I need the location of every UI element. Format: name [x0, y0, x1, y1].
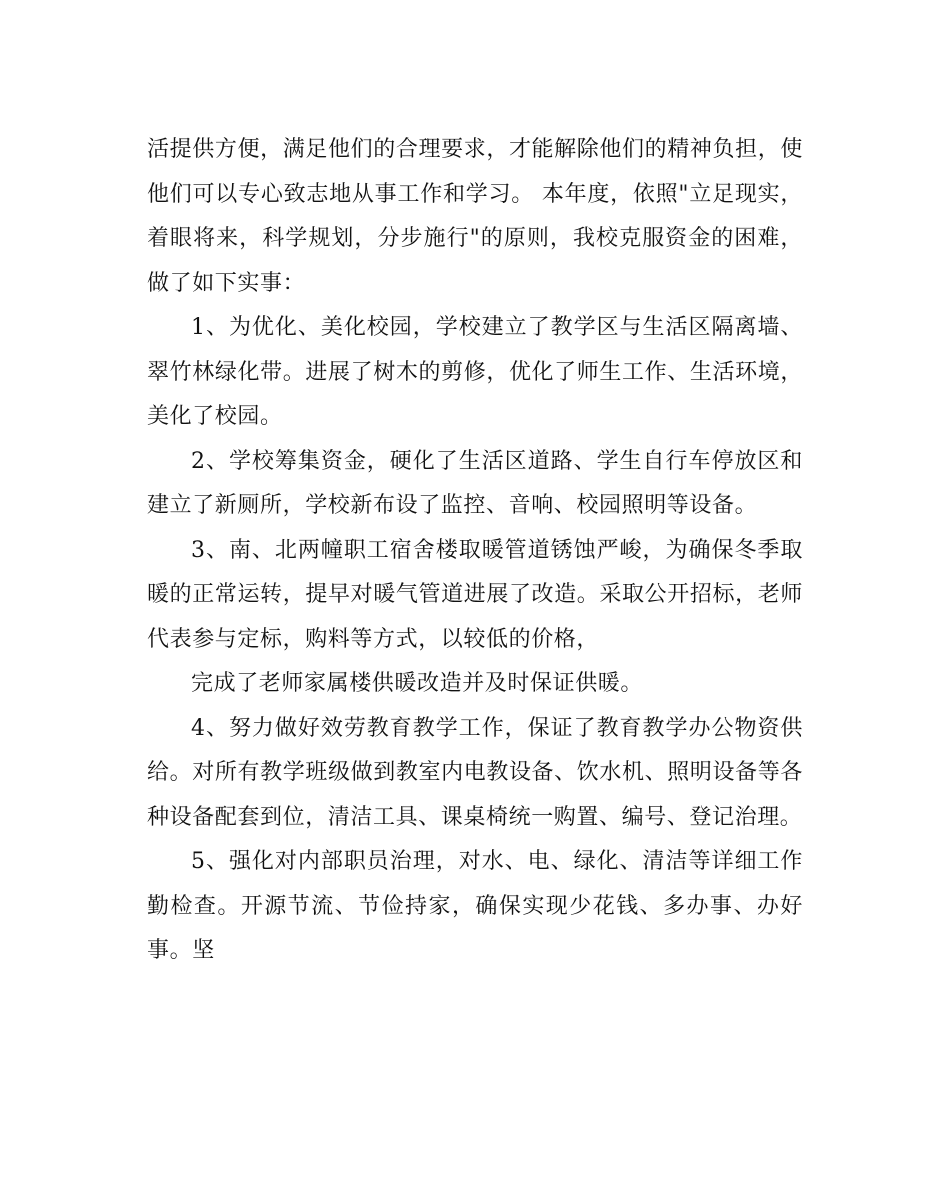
- document-body: [147, 128, 803, 974]
- paragraph-item-4: 4、努力做好效劳教育教学工作，保证了教育教学办公物资供给。对所有教学班级做到教室内电教设备、饮水机、照明设备等各种设备配套到位，清洁工具、课桌椅统一购置、编号、登记治理。: [147, 715, 803, 830]
- paragraph-item-5: 5、强化对内部职员治理，对水、电、绿化、清洁等详细工作勤检查。开源节流、节俭持家，确保实现少花钱、多办事、办好事。坚: [147, 849, 803, 963]
- paragraph-item-3-continued: 完成了老师家属楼供暖改造并及时保证供暖。: [191, 671, 644, 696]
- paragraph-item-3: 3、南、北两幢职工宿舍楼取暖管道锈蚀严峻，为确保冬季取暖的正常运转，提早对暖气管道进展了改造。采取公开招标，老师代表参与定标，购料等方式，以较低的价格，: [147, 537, 803, 652]
- paragraph-continuation: 活提供方便，满足他们的合理要求，才能解除他们的精神负担，使他们可以专心致志地从事工作和学习。 本年度，依照"立足现实，着眼将来，科学规划，分步施行"的原则，我校克服资金的困难，做了如下实事：: [147, 137, 803, 296]
- paragraph-item-2: 2、学校筹集资金，硬化了生活区道路、学生自行车停放区和建立了新厕所，学校新布设了监控、音响、校园照明等设备。: [147, 448, 803, 518]
- paragraph-item-1: 1、为优化、美化校园，学校建立了教学区与生活区隔离墙、翠竹林绿化带。进展了树木的剪修，优化了师生工作、生活环境，美化了校园。: [147, 315, 803, 429]
